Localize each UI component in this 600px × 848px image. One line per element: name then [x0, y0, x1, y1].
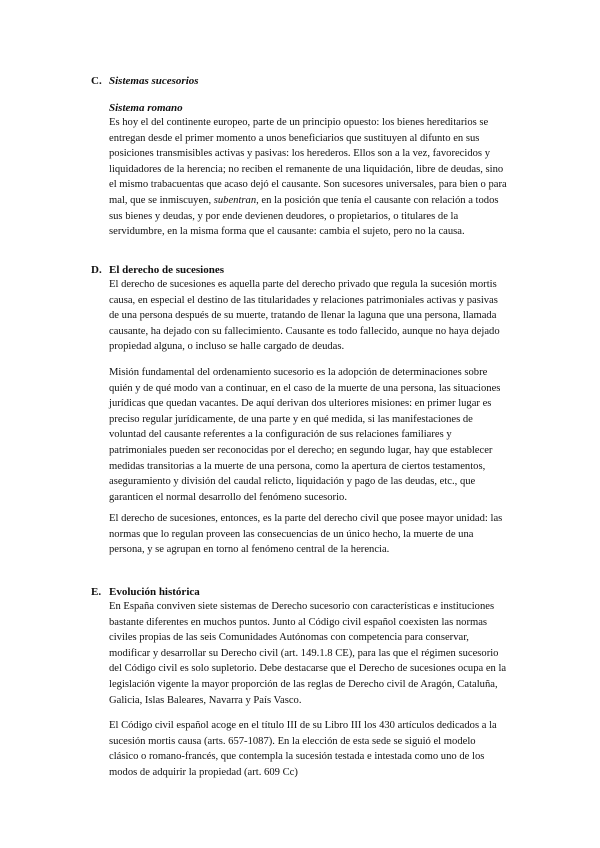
text-line: servidumbre, en la misma forma que el causante: cambia el sujeto, pero no la causa.: [109, 226, 465, 238]
section-c-subtitle: Sistema romano: [109, 102, 183, 114]
section-d-paragraph-3: [109, 511, 531, 558]
text-line: jurídicas que quedan vacantes. De aquí derivan dos ulteriores misiones: en primer lugar es: [109, 398, 492, 410]
text-line: civiles propias de las seis Comunidades Autónomas con competencia para conservar,: [109, 632, 469, 644]
text-fragment: mal, que se inmiscuyen,: [109, 194, 214, 206]
section-e-heading: [91, 585, 200, 599]
text-line: persona, y se agrupan en torno al fenómeno central de la herencia.: [109, 544, 390, 556]
text-line: voluntad del causante referentes a la configuración de sus relaciones familiares y: [109, 429, 452, 441]
text-line: modos de adquirir la propiedad (art. 609 Cc): [109, 766, 298, 778]
emphasis-term: subentran: [213, 194, 257, 206]
text-line: del Código civil es solo supletorio. Debe destacarse que el Derecho de sucesiones ocupa en la: [109, 663, 507, 675]
section-c-paragraph-1: [109, 115, 531, 240]
text-line: quién y de qué modo van a continuar, en el caso de la muerte de una persona, las situaciones: [109, 382, 501, 394]
text-line: entregan desde el primer momento a unos beneficiarios que sustituyen al difunto en sus: [109, 132, 480, 144]
text-line: de una persona después de su muerte, tratando de llenar la laguna que una persona, llamada: [109, 310, 497, 322]
text-line: [109, 193, 531, 209]
section-d-heading: [91, 263, 224, 277]
section-d-title: El derecho de sucesiones: [109, 264, 224, 276]
section-c-heading: [91, 74, 199, 88]
section-c-letter: C.: [91, 75, 102, 87]
text-line: garanticen el normal desarrollo del fenómeno sucesorio.: [109, 491, 347, 503]
text-line: Galicia, Islas Baleares, Navarra y País Vasco.: [109, 694, 302, 706]
text-line: El Código civil español acoge en el título III de su Libro III los 430 artículos dedicados a la: [109, 720, 497, 731]
text-line: medidas transitorias a la muerte de una persona, como la apertura de ciertos testamentos,: [109, 460, 486, 472]
text-line: Misión fundamental del ordenamiento sucesorio es la adopción de determinaciones sobre: [109, 367, 488, 378]
section-e-title: Evolución histórica: [109, 586, 200, 598]
section-d-paragraph-1: [109, 277, 531, 355]
text-line: bastante diferentes en muchos puntos. Junto al Código civil español coexisten las normas: [109, 616, 488, 628]
text-line: normas que lo regulan proveen las consecuencias de un único hecho, la muerte de una: [109, 528, 474, 540]
text-line: Es hoy el del continente europeo, parte de un principio opuesto: los bienes hereditarios se: [109, 117, 489, 128]
text-line: modificar y desarrollar su Derecho civil (art. 149.1.8 CE), para las que el régimen sucesorio: [109, 647, 499, 659]
text-line: patrimoniales pueden ser reconocidas por el derecho; en segundo lugar, hay que establecer: [109, 444, 493, 456]
text-line: clásico o romano-francés, que contempla la sucesión testada e intestada como uno de los: [109, 751, 485, 763]
text-line: causante, ha dejado con su fallecimiento. Causante es todo fallecido, aunque no haya dejado: [109, 325, 500, 337]
section-e-paragraph-1: [109, 599, 531, 708]
text-line: liquidadores de la herencia; no reciben el remanente de una liquidación, libre de deudas, sino: [109, 163, 504, 175]
text-line: El derecho de sucesiones, entonces, es la parte del derecho civil que posee mayor unidad: las: [109, 513, 503, 524]
section-e-letter: E.: [91, 586, 102, 598]
text-line: el mismo trabacuentas que acaso dejó el causante. Son sucesores universales, para bien o para: [109, 179, 507, 191]
text-line: preciso regular jurídicamente, de una parte y en qué medida, si las manifestaciones de: [109, 413, 473, 425]
section-d-letter: D.: [91, 264, 102, 276]
text-line: causa, en especial el destino de las titularidades y relaciones patrimoniales activas y pasivas: [109, 294, 498, 306]
text-line: propiedad alguna, o incluso se halle cargado de deudas.: [109, 341, 345, 353]
text-line: sus bienes y deudas, y por ende devienen deudores, o propietarios, o titulares de la: [109, 210, 459, 222]
text-fragment: , en la posición que tenía el causante con relación a todos: [256, 194, 499, 206]
text-line: legislación vigente la mayor proporción de las reglas de Derecho civil de Aragón, Cataluña,: [109, 678, 498, 690]
section-e-paragraph-2: [109, 718, 531, 780]
section-c-title: Sistemas sucesorios: [109, 75, 199, 87]
text-line: El derecho de sucesiones es aquella parte del derecho privado que regula la sucesión mortis: [109, 279, 497, 290]
text-line: aseguramiento y división del caudal relicto, liquidación y pago de las deudas, etc., que: [109, 476, 476, 488]
section-d-paragraph-2: [109, 365, 531, 505]
text-line: posiciones transmisibles activas y pasivas: los herederos. Ellos son a la vez, favorecidos y: [109, 148, 490, 160]
text-line: sucesión mortis causa (arts. 657-1087). En la elección de esta sede se siguió el modelo: [109, 735, 476, 747]
text-line: En España conviven siete sistemas de Derecho sucesorio con características e instituciones: [109, 601, 495, 612]
